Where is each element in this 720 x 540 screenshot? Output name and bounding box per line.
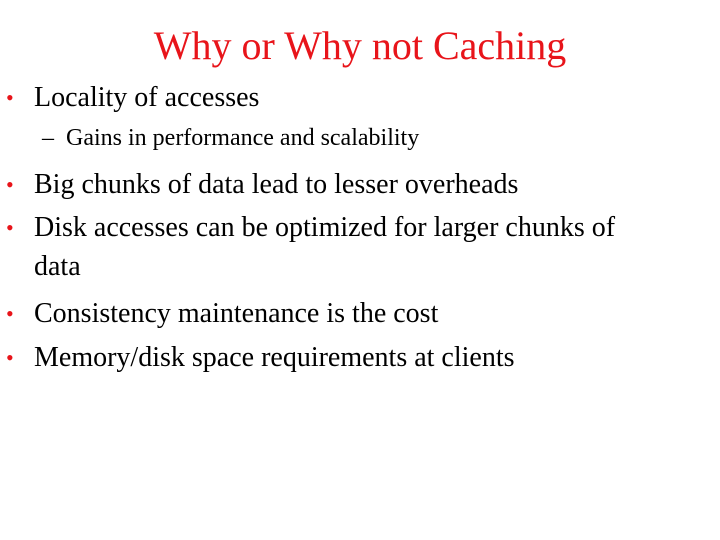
bullet-marker: • bbox=[6, 172, 14, 197]
bullet-text: Big chunks of data lead to lesser overheads bbox=[34, 169, 519, 200]
bullet-marker: • bbox=[6, 345, 14, 370]
slide-title: Why or Why not Caching bbox=[153, 23, 567, 68]
sub-bullet-marker: – bbox=[42, 125, 54, 151]
bullet-text: Disk accesses can be optimized for larger chunks of bbox=[34, 212, 616, 243]
bullet-marker: • bbox=[6, 85, 14, 110]
bullet-marker: • bbox=[6, 215, 14, 240]
bullet-marker: • bbox=[6, 301, 14, 326]
bullet-text: Locality of accesses bbox=[34, 82, 260, 113]
sub-bullet-text: Gains in performance and scalability bbox=[66, 125, 420, 151]
bullet-text: data bbox=[34, 251, 81, 282]
bullet-text: Consistency maintenance is the cost bbox=[34, 298, 439, 329]
bullet-text: Memory/disk space requirements at clients bbox=[34, 342, 515, 373]
